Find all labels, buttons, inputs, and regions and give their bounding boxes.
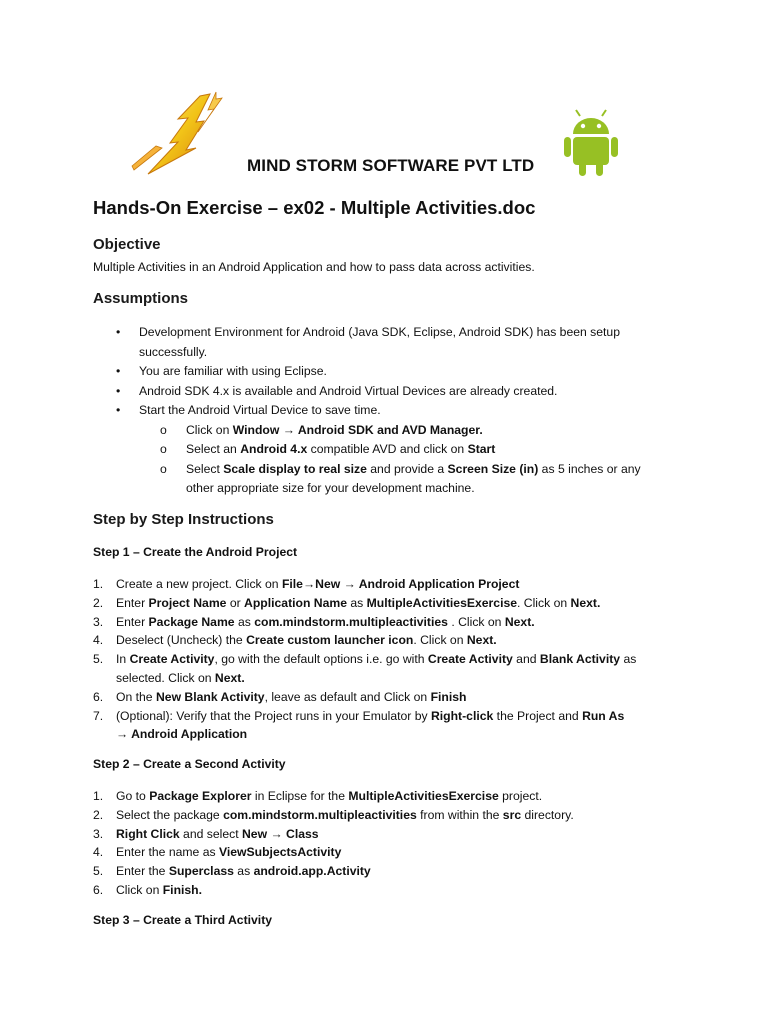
- android-logo-icon: [545, 100, 637, 178]
- list-item: 2. Select the package com.mindstorm.multipleactivities from within the src directory.: [93, 807, 574, 822]
- step-1-title: Step 1 – Create the Android Project: [93, 545, 298, 559]
- list-item: 1. Create a new project. Click on File→New → Android Application Project: [93, 577, 520, 591]
- objective-heading: Objective: [93, 236, 161, 253]
- list-item: • Start the Android Virtual Device to save time.: [116, 403, 381, 417]
- assumptions-heading: Assumptions: [93, 290, 189, 307]
- sub-list-item: o Select Scale display to real size and provide a Screen Size (in) as 5 inches or any: [160, 461, 641, 476]
- objective-text: Multiple Activities in an Android Application and how to pass data across activities.: [93, 260, 535, 274]
- list-item-continuation: selected. Click on Next.: [116, 670, 245, 685]
- list-item: 4. Enter the name as ViewSubjectsActivity: [93, 845, 342, 860]
- list-item: 5. In Create Activity, go with the default options i.e. go with Create Activity and Blank Activity as: [93, 652, 637, 667]
- step-1-list: [93, 575, 683, 744]
- list-item: 7. (Optional): Verify that the Project runs in your Emulator by Right-click the Project and Run As: [93, 708, 625, 723]
- assumptions-list: [116, 323, 676, 499]
- list-item: 6. Click on Finish.: [93, 882, 203, 897]
- company-name: MIND STORM SOFTWARE PVT LTD: [247, 156, 535, 175]
- step-2-title: Step 2 – Create a Second Activity: [93, 757, 286, 771]
- list-item-continuation: → Android Application: [116, 727, 248, 742]
- sub-list-item: o Select an Android 4.x compatible AVD and click on Start: [160, 442, 496, 456]
- step-2-list: [93, 787, 683, 900]
- list-item: 4. Deselect (Uncheck) the Create custom launcher icon. Click on Next.: [93, 633, 497, 648]
- instructions-heading: Step by Step Instructions: [93, 511, 274, 528]
- list-item: 3. Right Click and select New → Class: [93, 826, 319, 841]
- list-item: • You are familiar with using Eclipse.: [116, 364, 327, 378]
- list-item: 1. Go to Package Explorer in Eclipse for the MultipleActivitiesExercise project.: [93, 789, 543, 803]
- list-item: 3. Enter Package Name as com.mindstorm.multipleactivities . Click on Next.: [93, 614, 535, 629]
- list-item: 2. Enter Project Name or Application Name as MultipleActivitiesExercise. Click on Next.: [93, 595, 601, 610]
- list-item-continuation: successfully.: [139, 344, 208, 359]
- document-title: Hands-On Exercise – ex02 - Multiple Activities.doc: [93, 197, 536, 218]
- list-item: 5. Enter the Superclass as android.app.Activity: [93, 864, 371, 879]
- lightning-logo-icon: [126, 88, 246, 178]
- step-3-title: Step 3 – Create a Third Activity: [93, 913, 273, 927]
- list-item: • Development Environment for Android (Java SDK, Eclipse, Android SDK) has been setup: [116, 325, 620, 339]
- sub-list-item-continuation: other appropriate size for your development machine.: [186, 481, 475, 495]
- sub-list-item: o Click on Window → Android SDK and AVD Manager.: [160, 422, 483, 437]
- list-item: • Android SDK 4.x is available and Android Virtual Devices are already created.: [116, 383, 558, 398]
- list-item: 6. On the New Blank Activity, leave as default and Click on Finish: [93, 689, 467, 704]
